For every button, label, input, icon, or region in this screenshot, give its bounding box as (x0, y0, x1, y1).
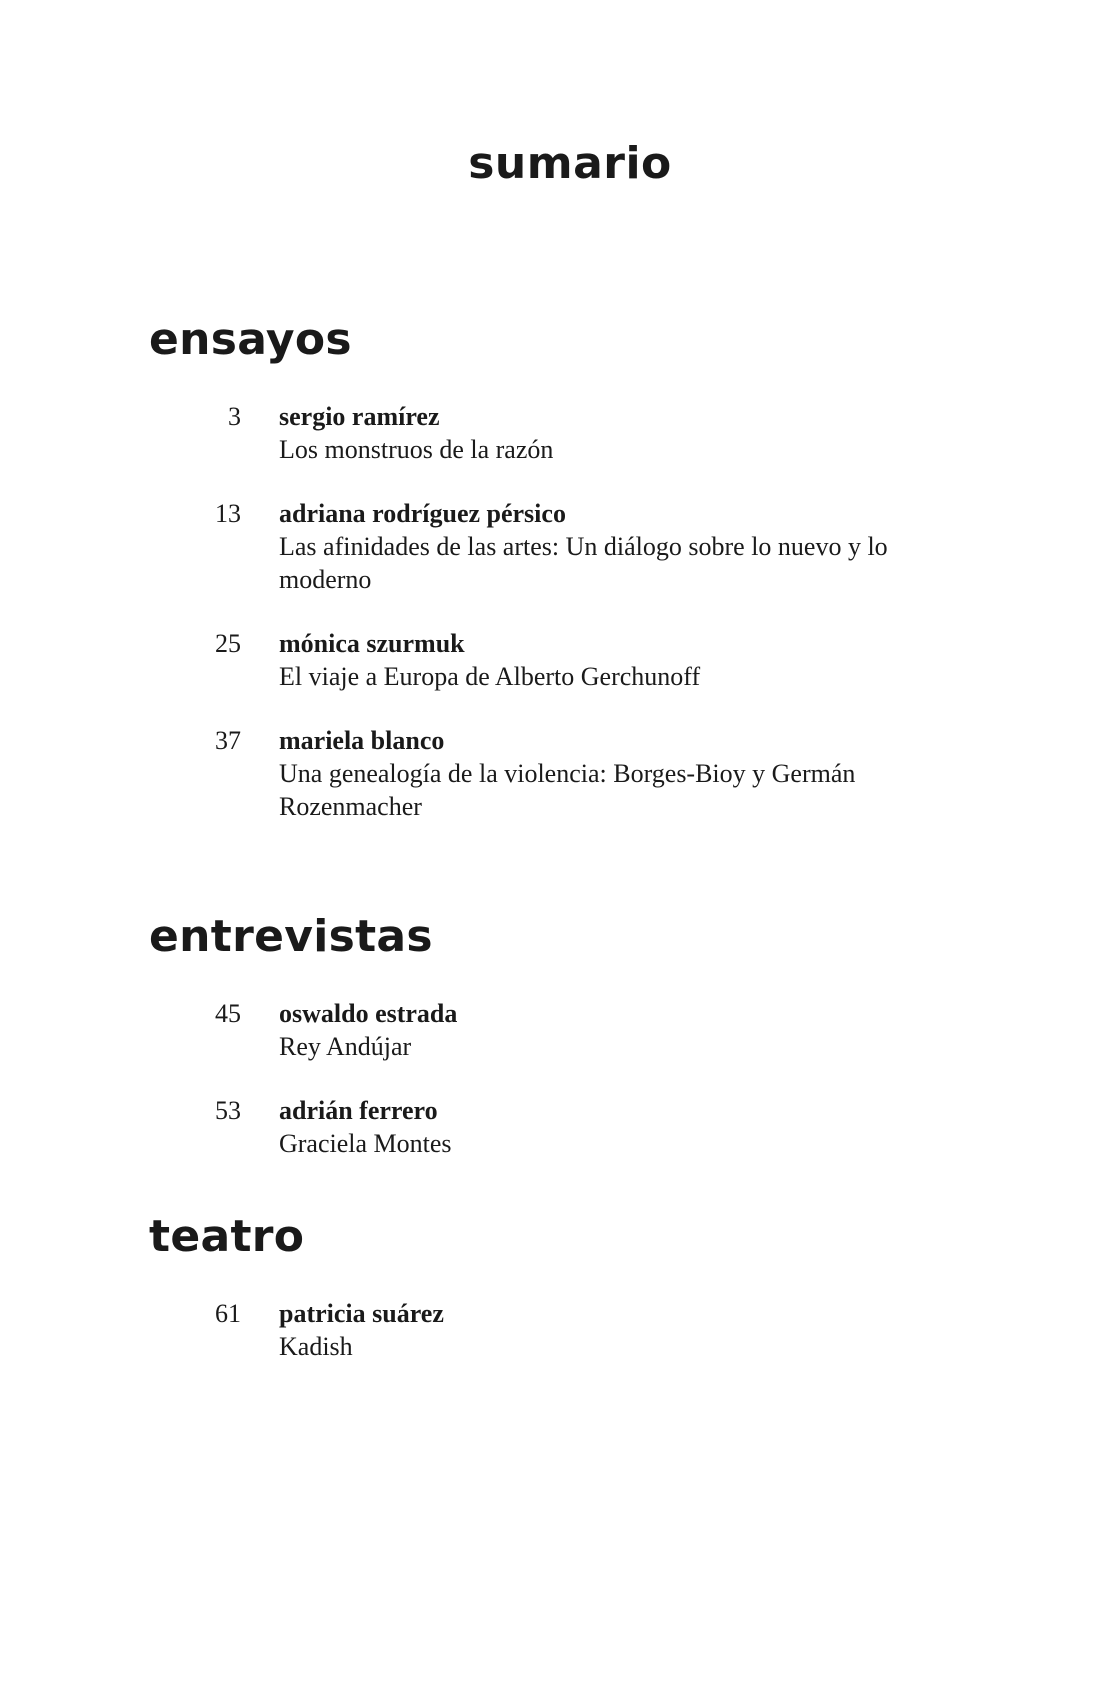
entry-title: Las afinidades de las artes: Un diálogo sobre lo nuevo y lo moderno (279, 532, 888, 594)
entry-title: El viaje a Europa de Alberto Gerchunoff (279, 662, 701, 691)
toc-entry[interactable] (149, 724, 979, 823)
section-title: ensayos (149, 314, 352, 365)
entry-author: adrián ferrero (279, 1096, 438, 1125)
entry-page-number: 13 (215, 499, 241, 528)
entry-author: mónica szurmuk (279, 629, 465, 658)
toc-entry[interactable] (149, 400, 979, 466)
toc-entry[interactable] (149, 997, 979, 1063)
entry-page-number: 37 (215, 726, 241, 755)
entry-page-number: 25 (215, 629, 241, 658)
entry-author: oswaldo estrada (279, 999, 458, 1028)
entry-body (279, 724, 979, 823)
entry-body (279, 497, 979, 596)
entry-body (279, 627, 979, 693)
entry-page-number: 45 (215, 999, 241, 1028)
entry-title: Los monstruos de la razón (279, 435, 554, 464)
entry-body (279, 400, 979, 466)
entry-body (279, 997, 979, 1063)
entry-author: mariela blanco (279, 726, 445, 755)
section-teatro (149, 1211, 979, 1363)
toc-entry[interactable] (149, 497, 979, 596)
entry-page-number: 3 (228, 402, 241, 431)
toc-entry[interactable] (149, 627, 979, 693)
entry-page-number: 53 (215, 1096, 241, 1125)
entry-title: Kadish (279, 1332, 353, 1361)
entry-author: patricia suárez (279, 1299, 444, 1328)
section-entrevistas (149, 911, 979, 1160)
toc-entry[interactable] (149, 1297, 979, 1363)
entry-body (279, 1094, 979, 1160)
page-title: sumario (468, 138, 672, 189)
entry-title: Rey Andújar (279, 1032, 412, 1061)
entry-title: Graciela Montes (279, 1129, 452, 1158)
entry-list (149, 997, 979, 1160)
entry-list (149, 1297, 979, 1363)
section-title: entrevistas (149, 911, 433, 962)
entry-list (149, 400, 979, 823)
entry-author: sergio ramírez (279, 402, 440, 431)
section-title: teatro (149, 1211, 305, 1262)
section-ensayos (149, 314, 979, 823)
entry-author: adriana rodríguez pérsico (279, 499, 566, 528)
entry-title: Una genealogía de la violencia: Borges-Bioy y Germán Rozenmacher (279, 759, 856, 821)
entry-body (279, 1297, 979, 1363)
entry-page-number: 61 (215, 1299, 241, 1328)
toc-entry[interactable] (149, 1094, 979, 1160)
